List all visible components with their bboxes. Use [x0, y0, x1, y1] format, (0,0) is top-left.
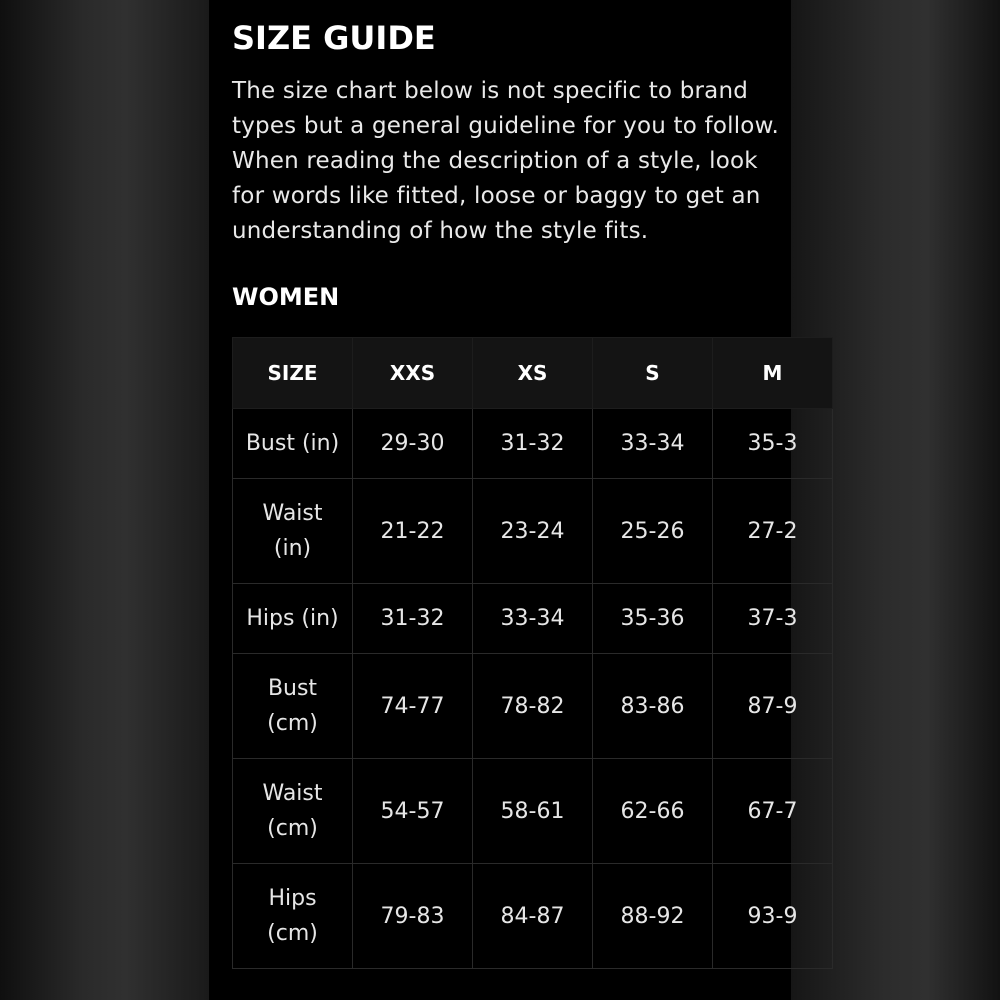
description-line: types but a general guideline for you to follow.: [232, 113, 779, 139]
table-row: [233, 409, 833, 479]
description-line: The size chart below is not specific to brand: [232, 78, 749, 104]
page-title: SIZE GUIDE: [232, 19, 436, 57]
table-cell: 74-77: [353, 654, 473, 759]
table-cell: 25-26: [593, 479, 713, 584]
table-cell: 35-3: [713, 409, 833, 479]
row-label-hips-in: Hips (in): [233, 584, 353, 654]
table-cell: 35-36: [593, 584, 713, 654]
column-header-size: SIZE: [233, 338, 353, 409]
table-cell: 29-30: [353, 409, 473, 479]
table-cell: 58-61: [473, 759, 593, 864]
table-row: [233, 759, 833, 864]
table-cell: 79-83: [353, 864, 473, 969]
table-cell: 93-9: [713, 864, 833, 969]
table-cell: 31-32: [473, 409, 593, 479]
table-cell: 23-24: [473, 479, 593, 584]
section-heading-women: WOMEN: [232, 283, 340, 311]
table-cell: 87-9: [713, 654, 833, 759]
table-row: [233, 479, 833, 584]
size-guide-panel[interactable]: [209, 0, 798, 1000]
table-cell: 67-7: [713, 759, 833, 864]
size-guide-description: [232, 74, 812, 249]
description-line: understanding of how the style fits.: [232, 218, 649, 244]
column-header-xs: XS: [473, 338, 593, 409]
row-label-bust-cm: Bust (cm): [233, 654, 353, 759]
table-cell: 54-57: [353, 759, 473, 864]
outer-background-left: [0, 0, 209, 1000]
table-cell: 78-82: [473, 654, 593, 759]
table-cell: 31-32: [353, 584, 473, 654]
row-label-bust-in: Bust (in): [233, 409, 353, 479]
table-cell: 21-22: [353, 479, 473, 584]
table-cell: 33-34: [593, 409, 713, 479]
description-line: for words like fitted, loose or baggy to get an: [232, 183, 761, 209]
table-row: [233, 864, 833, 969]
column-header-m: M: [713, 338, 833, 409]
row-label-waist-cm: Waist (cm): [233, 759, 353, 864]
description-line: When reading the description of a style, look: [232, 148, 758, 174]
table-cell: 33-34: [473, 584, 593, 654]
column-header-s: S: [593, 338, 713, 409]
row-label-hips-cm: Hips (cm): [233, 864, 353, 969]
table-cell: 83-86: [593, 654, 713, 759]
table-cell: 37-3: [713, 584, 833, 654]
table-cell: 27-2: [713, 479, 833, 584]
table-cell: 84-87: [473, 864, 593, 969]
table-cell: 88-92: [593, 864, 713, 969]
table-row: [233, 584, 833, 654]
column-header-xxs: XXS: [353, 338, 473, 409]
table-row: [233, 654, 833, 759]
table-cell: 62-66: [593, 759, 713, 864]
women-size-table: [232, 337, 833, 969]
row-label-waist-in: Waist (in): [233, 479, 353, 584]
table-header-row: [233, 338, 833, 409]
